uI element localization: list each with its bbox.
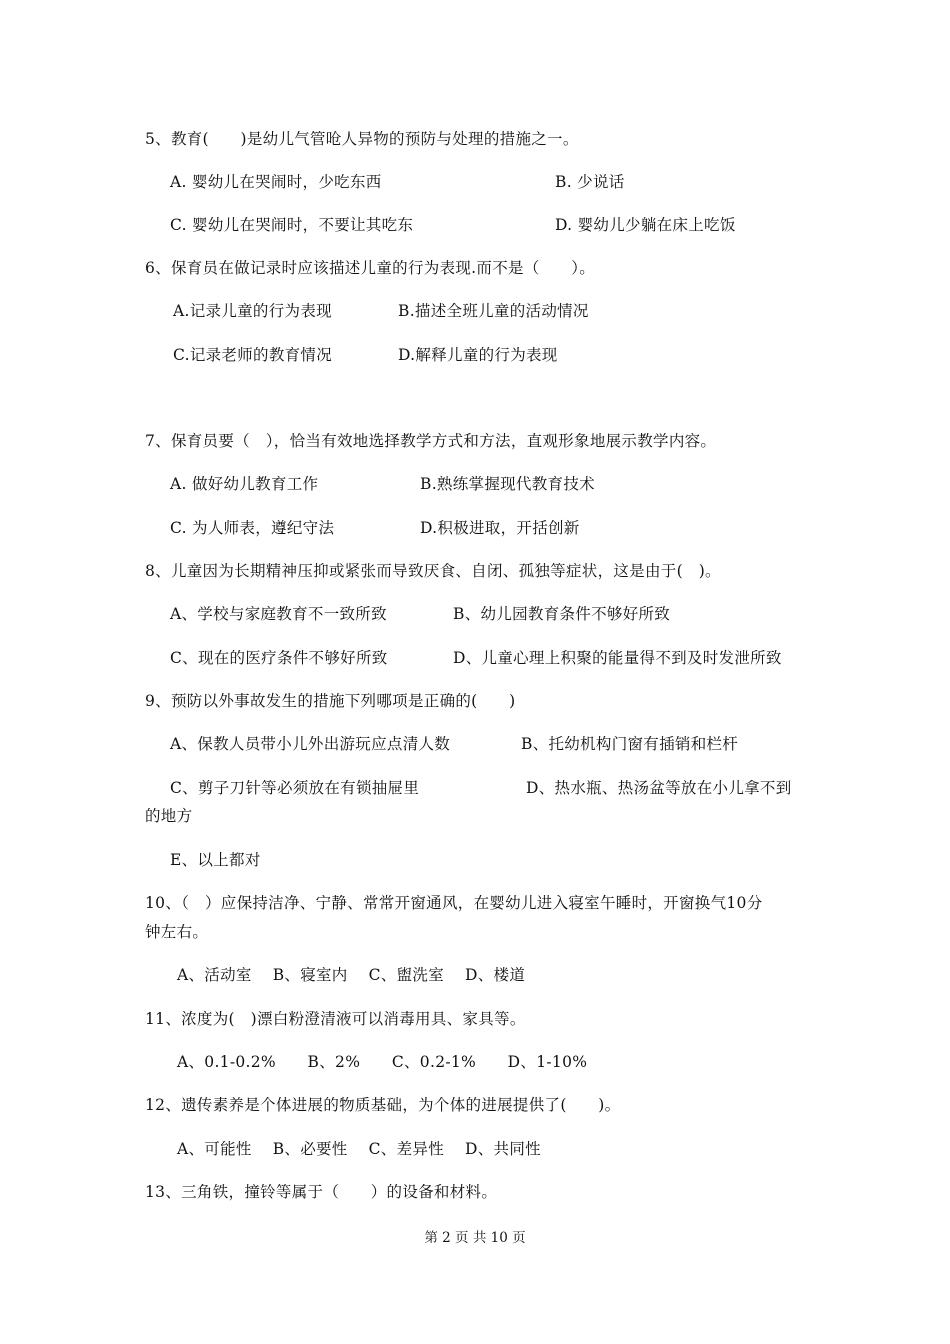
question-9-option-b: B、托幼机构门窗有插销和栏杆 [521, 735, 739, 753]
question-6-stem: 6、保育员在做记录时应该描述儿童的行为表现.而不是（ ）。 [145, 259, 596, 277]
question-12-stem: 12、遗传素养是个体进展的物质基础，为个体的进展提供了( )。 [145, 1096, 621, 1114]
question-8-stem: 8、儿童因为长期精神压抑或紧张而导致厌食、自闭、孤独等症状，这是由于( )。 [145, 562, 721, 580]
question-5-option-c: C. 婴幼儿在哭闹时，不要让其吃东 [170, 216, 414, 234]
question-11-stem: 11、浓度为( )漂白粉澄清液可以消毒用具、家具等。 [145, 1010, 526, 1028]
question-8-option-c: C、现在的医疗条件不够好所致 [170, 649, 388, 667]
question-5-stem: 5、教育( )是幼儿气管呛人异物的预防与处理的措施之一。 [145, 130, 579, 148]
question-13-stem: 13、三角铁，撞铃等属于（ ）的设备和材料。 [145, 1183, 498, 1201]
question-9-option-d: D、热水瓶、热汤盆等放在小儿拿不到 [526, 779, 792, 797]
question-10-stem-continued: 钟左右。 [145, 923, 209, 941]
question-6-option-a: A.记录儿童的行为表现 [173, 302, 332, 320]
question-7-option-a: A. 做好幼儿教育工作 [170, 475, 319, 493]
question-6-option-b: B.描述全班儿童的活动情况 [398, 302, 589, 320]
question-5-option-a: A. 婴幼儿在哭闹时，少吃东西 [170, 173, 382, 191]
question-9-option-d-continued: 的地方 [145, 807, 193, 825]
question-12-options: A、可能性 B、必要性 C、差异性 D、共同性 [177, 1140, 541, 1158]
question-10-options: A、活动室 B、寝室内 C、盥洗室 D、楼道 [177, 966, 526, 984]
question-7-option-d: D.积极进取，开括创新 [420, 519, 580, 537]
question-7-option-b: B.熟练掌握现代教育技术 [420, 475, 595, 493]
question-7-option-c: C. 为人师表，遵纪守法 [170, 519, 335, 537]
question-7-stem: 7、保育员要（ ），恰当有效地选择教学方式和方法，直观形象地展示教学内容。 [145, 432, 717, 450]
question-8-option-a: A、学校与家庭教育不一致所致 [170, 605, 387, 623]
question-8-option-b: B、幼儿园教育条件不够好所致 [453, 605, 671, 623]
question-5-option-b: B. 少说话 [555, 173, 625, 191]
question-9-option-e: E、以上都对 [170, 851, 261, 869]
question-8-option-d: D、儿童心理上积聚的能量得不到及时发泄所致 [453, 649, 782, 667]
page-number-footer: 第 2 页 共 10 页 [424, 1230, 526, 1246]
question-6-option-d: D.解释儿童的行为表现 [398, 346, 558, 364]
question-5-option-d: D. 婴幼儿少躺在床上吃饭 [555, 216, 736, 234]
question-11-options: A、0.1-0.2% B、2% C、0.2-1% D、1-10% [177, 1053, 588, 1071]
question-10-stem: 10、（ ）应保持洁净、宁静、常常开窗通风，在婴幼儿进入寝室午睡时，开窗换气10分 [145, 894, 763, 912]
question-9-option-c: C、剪子刀针等必须放在有锁抽屉里 [170, 779, 420, 797]
question-6-option-c: C.记录老师的教育情况 [173, 346, 333, 364]
question-9-option-a: A、保教人员带小儿外出游玩应点清人数 [170, 735, 451, 753]
question-9-stem: 9、预防以外事故发生的措施下列哪项是正确的( ) [145, 692, 516, 710]
